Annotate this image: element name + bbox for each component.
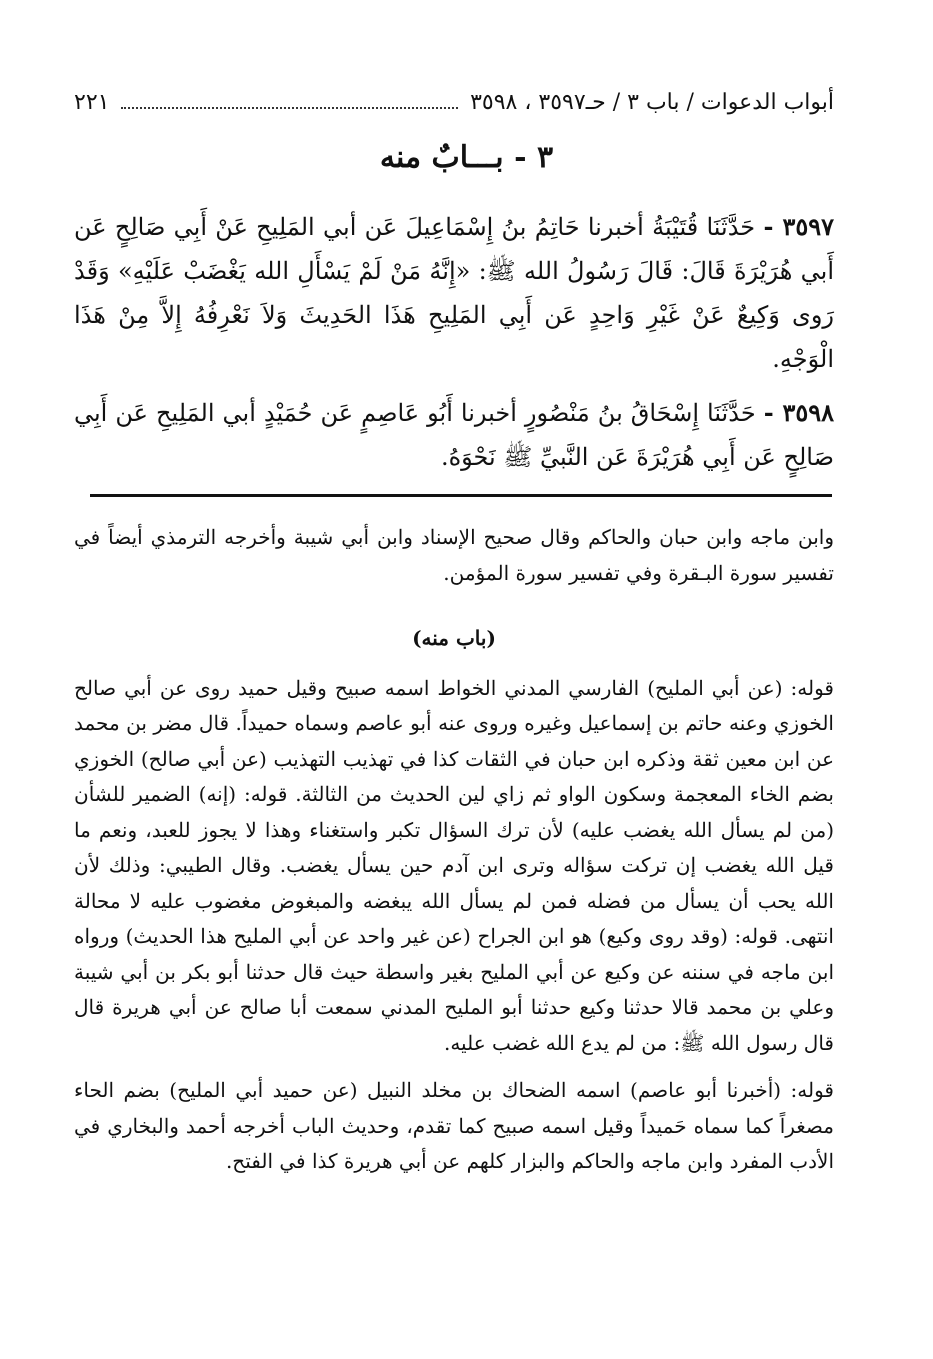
running-header xyxy=(74,84,834,120)
hadith-3598 xyxy=(74,391,834,479)
commentary xyxy=(74,520,834,1180)
chapter-title: ٣ - بـــابٌ منه xyxy=(379,140,554,175)
footnote-divider xyxy=(90,494,832,497)
hadith-body: حَدَّثَنَا قُتَيْبَةُ أخبرنا حَاتِمُ بنُ إِسْمَاعِيلَ عَن أبي المَلِيحِ عَنْ أَبِي صَالِحٍ عَن أَبي هُرَيْرَةَ قَالَ: قَالَ رَسُولُ الله ﷺ: «إِنَّهُ مَنْ لَمْ يَسْأَلِ الله يَغْضَبْ عَلَيْهِ» وَقَدْ رَوى وَكِيعٌ عَنْ غَيْرِ وَاحِدٍ عَن أَبِي المَلِيحِ هَذَا الحَدِيثَ وَلاَ نَعْرِفُهُ إِلاَّ مِنْ هَذَا الْوَجْهِ. xyxy=(74,213,834,373)
commentary-paragraph: قوله: (عن أبي المليح) الفارسي المدني الخواط اسمه صبيح وقيل حميد روى عن أبي صالح الخوزي وعنه حاتم بن إسماعيل وغيره وروى عنه أبو عاصم وسماه حميداً. قال مضر بن محمد عن ابن معين ثقة وذكره ابن حبان في الثقات كذا في تهذيب التهذيب (عن أبي صالح) الخوزي بضم الخاء المعجمة وسكون الواو ثم زاي لين الحديث من الثالثة. قوله: (إنه) الضمير للشأن (من لم يسأل الله يغضب عليه) لأن ترك السؤال تكبر واستغناء وهذا لا يجوز للعبد، ونعم ما قيل الله يغضب إن تركت سؤاله وترى ابن آدم حين يسأل يغضب. وقال الطيبي: وذلك لأن الله يحب أن يسأل من فضله فمن لم يسأل الله يبغضه والمبغوض مغضوب عليه لا محالة انتهى. قوله: (وقد روى وكيع) هو ابن الجراح (عن غير واحد عن أبي المليح هذا الحديث) ورواه ابن ماجه في سننه عن وكيع عن أبي المليح بغير واسطة حيث قال حدثنا أبو بكر بن أبي شيبة وعلي بن محمد قالا حدثنا وكيع حدثنا أبو المليح المدني سمعت أبا صالح عن أبي هريرة قال قال رسول الله ﷺ: من لم يدع الله غضب عليه. xyxy=(74,675,834,1055)
hadith-number: ٣٥٩٧ - xyxy=(763,212,834,241)
commentary-continuation: وابن ماجه وابن حبان والحاكم وقال صحيح الإسناد وابن أبي شيبة وأخرجه الترمذي أيضاً في تفسير سورة البـقرة وفي تفسير سورة المؤمن. xyxy=(74,525,834,585)
commentary-subheading: (باب منه) xyxy=(412,626,496,650)
page-number: ٢٢١ xyxy=(74,89,110,115)
hadith-3597 xyxy=(74,205,834,381)
hadith-number: ٣٥٩٨ - xyxy=(763,398,834,427)
dotted-leader xyxy=(121,107,458,109)
header-title: أبواب الدعوات / باب ٣ / حـ٣٥٩٧ ، ٣٥٩٨ xyxy=(470,89,834,115)
commentary-paragraph: قوله: (أخبرنا أبو عاصم) اسمه الضحاك بن مخلد النبيل (عن حميد أبي المليح) بضم الحاء مصغراً كما سماه حَميداً وقيل اسمه صبيح كما تقدم، وحديث الباب أخرجه أحمد والبخاري في الأدب المفرد وابن ماجه والحاكم والبزار كلهم عن أبي هريرة كذا في الفتح. xyxy=(74,1078,834,1173)
hadith-text xyxy=(74,205,834,489)
hadith-body: حَدَّثَنَا إِسْحَاقُ بنُ مَنْصُورٍ أخبرنا أَبُو عَاصِمٍ عَن حُمَيْدٍ أبي المَلِيحِ عَن أَبِي صَالِحٍ عَن أَبِي هُرَيْرَةَ عَن النَّبيِّ ﷺ نَحْوَهُ. xyxy=(74,399,834,471)
